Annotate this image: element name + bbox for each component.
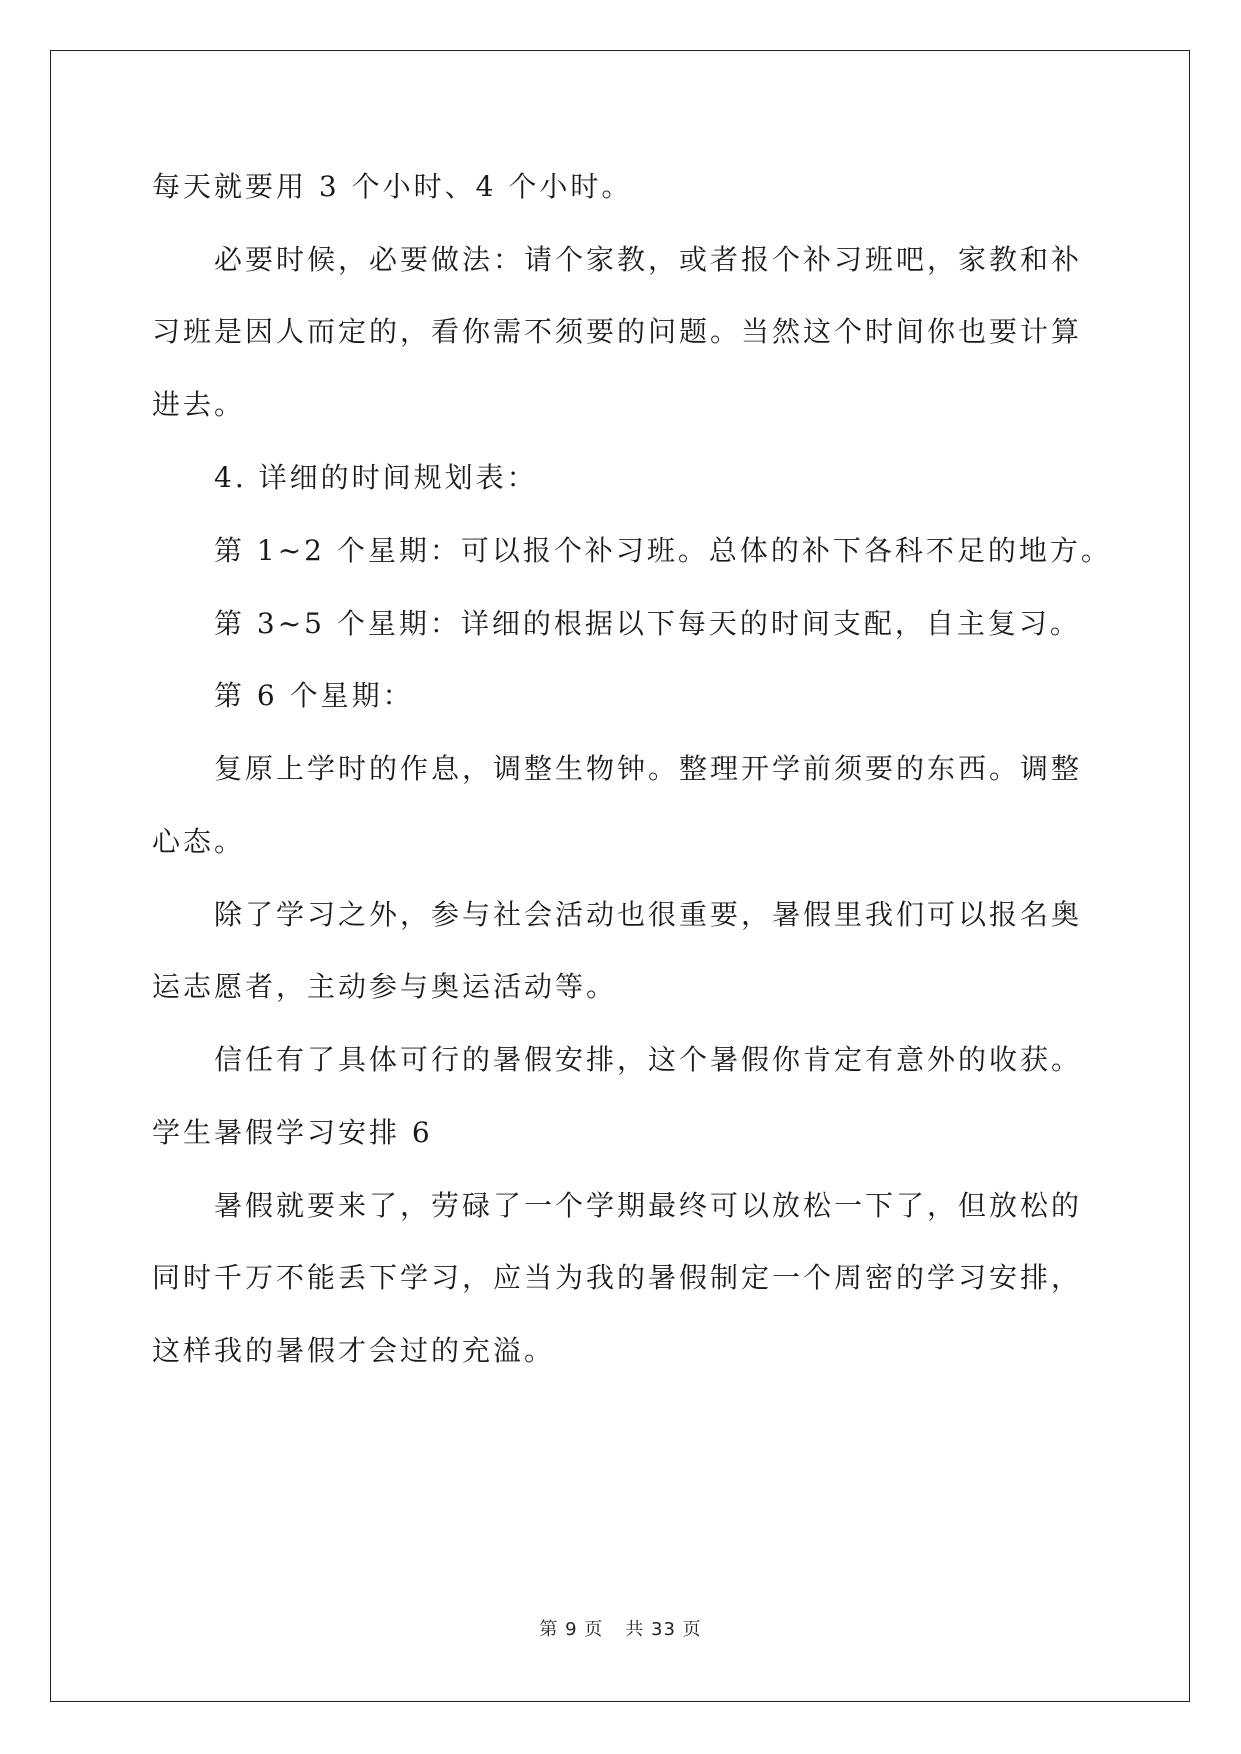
- page-footer: [0, 1615, 1241, 1641]
- text-line: 心态。: [152, 825, 246, 858]
- page-border: [50, 50, 1190, 1702]
- section-title: 学生暑假学习安排 6: [152, 1116, 433, 1149]
- text-line: 信任有了具体可行的暑假安排，这个暑假你肯定有意外的收获。: [214, 1043, 1083, 1076]
- text-line: 运志愿者，主动参与奥运活动等。: [152, 970, 618, 1003]
- page-number: 第 9 页: [539, 1619, 604, 1640]
- text-line: 第 1~2 个星期：可以报个补习班。总体的补下各科不足的地方。: [214, 534, 1112, 567]
- text-line: 暑假就要来了，劳碌了一个学期最终可以放松一下了，但放松的: [214, 1189, 1083, 1222]
- text-line: 第 6 个星期：: [214, 679, 414, 712]
- text-line: 除了学习之外，参与社会活动也很重要，暑假里我们可以报名奥: [214, 898, 1083, 931]
- total-pages: 共 33 页: [625, 1619, 702, 1640]
- text-line: 复原上学时的作息，调整生物钟。整理开学前须要的东西。调整: [214, 752, 1083, 785]
- text-line: 进去。: [152, 388, 246, 421]
- section-heading: 4. 详细的时间规划表：: [214, 461, 538, 494]
- text-line: 必要时候，必要做法：请个家教，或者报个补习班吧，家教和补: [214, 243, 1083, 276]
- text-line: 这样我的暑假才会过的充溢。: [152, 1334, 556, 1367]
- text-line: 每天就要用 3 个小时、4 个小时。: [152, 170, 633, 203]
- text-line: 习班是因人而定的，看你需不须要的问题。当然这个时间你也要计算: [152, 315, 1083, 348]
- text-line: 同时千万不能丢下学习，应当为我的暑假制定一个周密的学习安排，: [152, 1261, 1083, 1294]
- text-line: 第 3~5 个星期：详细的根据以下每天的时间支配，自主复习。: [214, 607, 1081, 640]
